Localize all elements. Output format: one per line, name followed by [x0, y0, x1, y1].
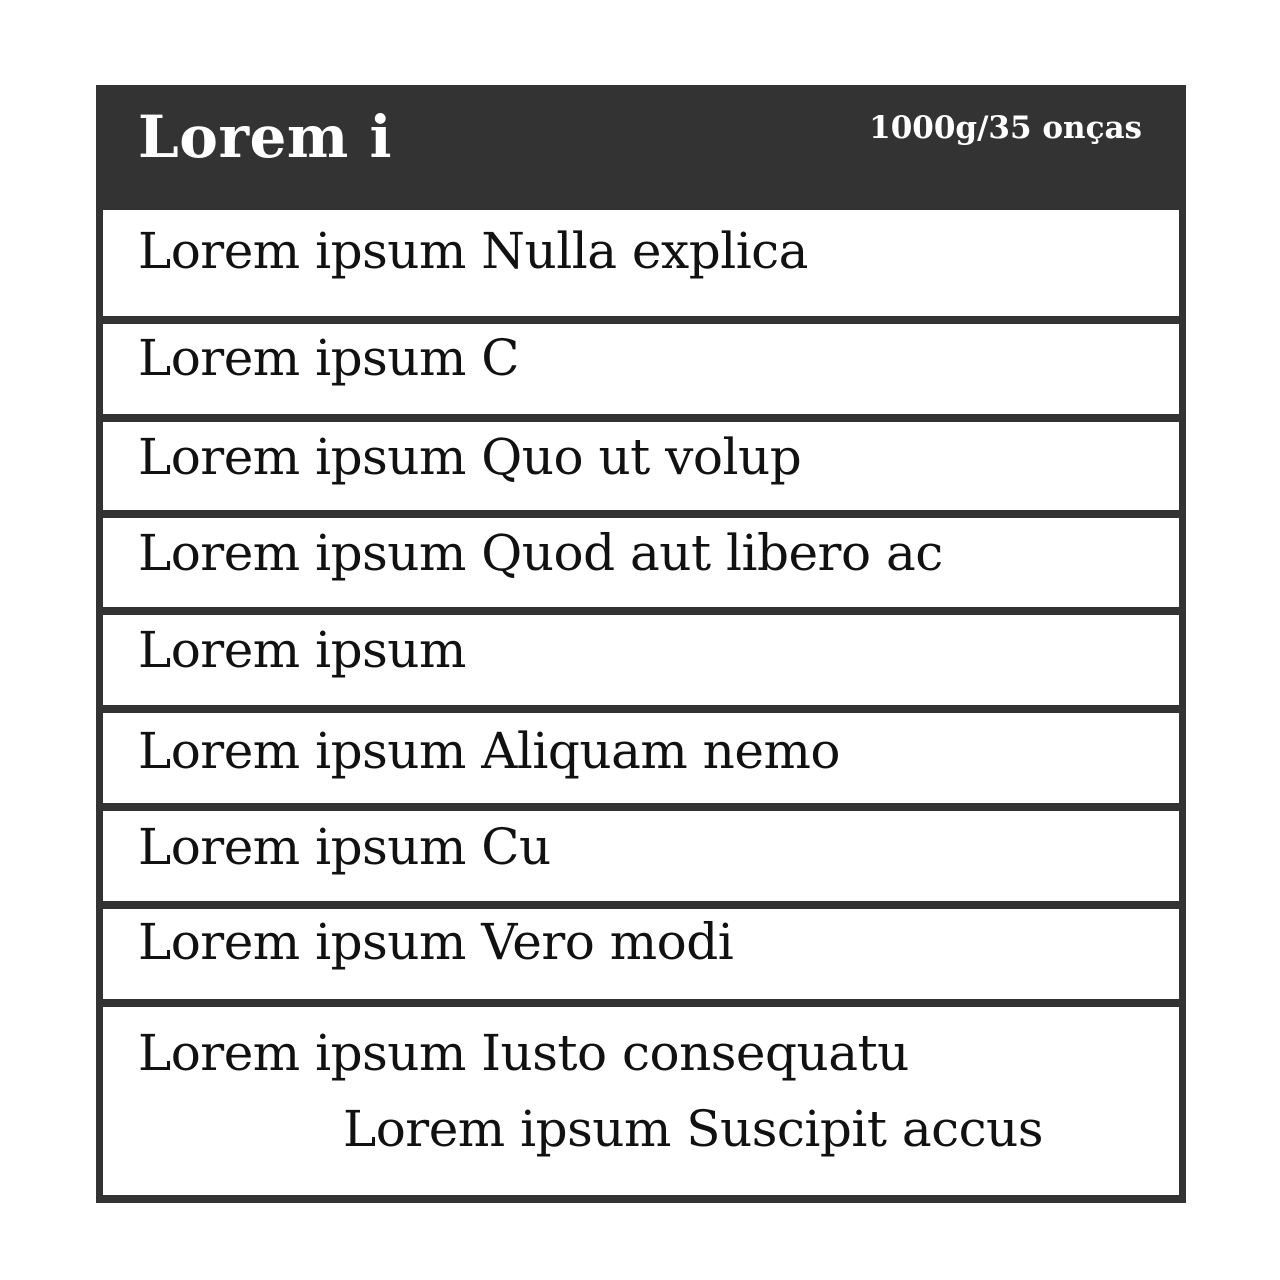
product-label [96, 85, 1186, 1203]
list-item [103, 422, 1179, 510]
list-item [103, 811, 1179, 901]
list-item-text: Lorem ipsum Cu [138, 818, 551, 876]
net-weight: 1000g/35 onças [869, 110, 1142, 146]
label-title: Lorem i [138, 103, 393, 171]
list-item [103, 1007, 1179, 1195]
list-item [103, 210, 1179, 316]
label-header [96, 85, 1186, 207]
list-item-text: Lorem ipsum Vero modi [138, 913, 734, 971]
list-item [103, 518, 1179, 607]
list-item [103, 615, 1179, 705]
list-item-text: Lorem ipsum [138, 621, 466, 679]
list-item [103, 713, 1179, 803]
list-item-text: Lorem ipsum Quod aut libero ac [138, 524, 943, 582]
list-item-text: Lorem ipsum C [138, 329, 520, 387]
list-item [103, 909, 1179, 999]
list-item-text: Lorem ipsum Aliquam nemo [138, 722, 840, 780]
list-item [103, 324, 1179, 414]
list-item-text: Lorem ipsum Quo ut volup [138, 428, 802, 486]
list-item-subtext: Lorem ipsum Suscipit accus [343, 1100, 1044, 1158]
list-item-text: Lorem ipsum Nulla explica [138, 222, 808, 280]
list-item-text: Lorem ipsum Iusto consequatu [138, 1024, 909, 1082]
